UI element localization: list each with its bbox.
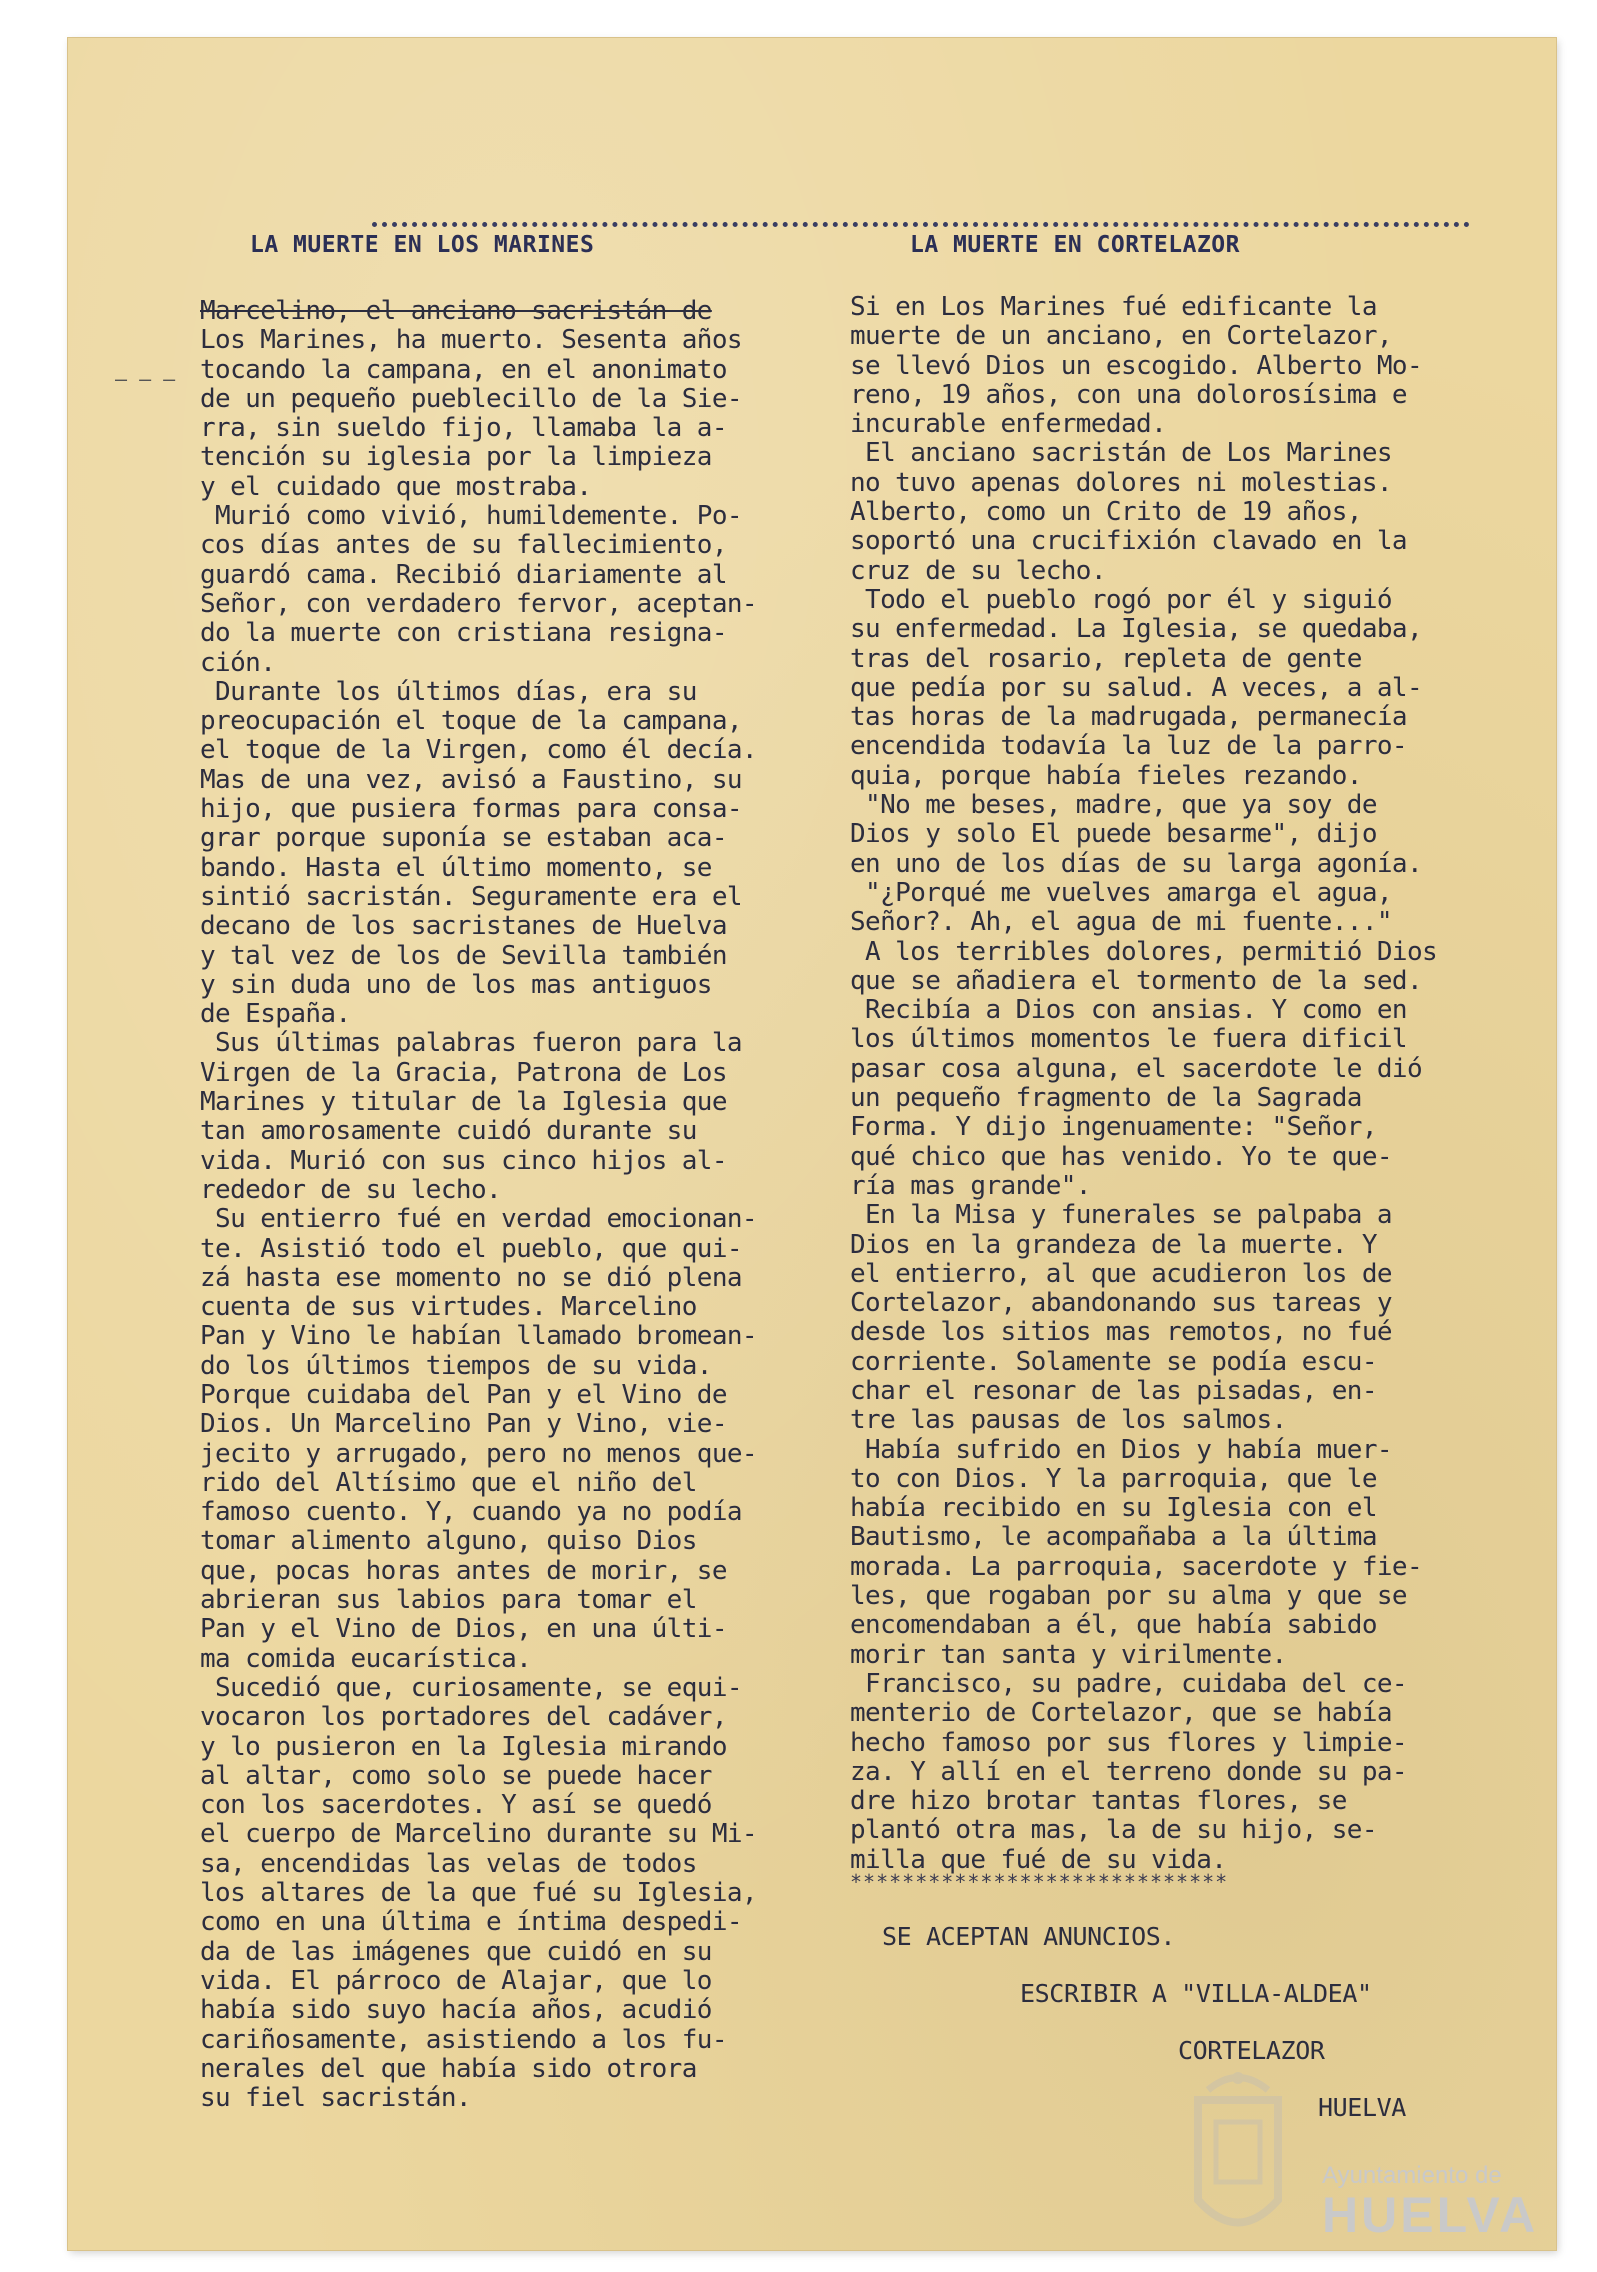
left-heading: LA MUERTE EN LOS MARINES	[250, 232, 595, 258]
text-line: de un pequeño pueblecillo de la Sie-	[200, 383, 742, 414]
text-line: que pedía por su salud. A veces, a al-	[850, 672, 1423, 703]
text-line: había recibido en su Iglesia con el	[850, 1493, 1377, 1524]
ad-line-2: ESCRIBIR A "VILLA-ALDEA"	[1020, 1979, 1372, 2008]
right-column-text	[850, 293, 1500, 1875]
text-line: el entierro, al que acudieron los de	[850, 1258, 1392, 1289]
text-line: encendida todavía la luz de la parro-	[850, 731, 1407, 762]
text-line: Había sufrido en Dios y había muer-	[850, 1434, 1392, 1465]
text-line: hecho famoso por sus flores y limpie-	[850, 1727, 1407, 1758]
text-line: vida. Murió con sus cinco hijos al-	[200, 1145, 727, 1176]
text-line: milla que fué de su vida.	[850, 1844, 1227, 1875]
ad-line-1: SE ACEPTAN ANUNCIOS.	[882, 1922, 1176, 1951]
text-line: menterio de Cortelazor, que se había	[850, 1698, 1392, 1729]
text-line: Durante los últimos días, era su	[200, 676, 697, 707]
text-line: tan amorosamente cuidó durante su	[200, 1116, 697, 1147]
text-line: pasar cosa alguna, el sacerdote le dió	[850, 1053, 1423, 1084]
text-line: incurable enfermedad.	[850, 409, 1167, 440]
text-line: Virgen de la Gracia, Patrona de Los	[200, 1057, 727, 1088]
text-line: cuenta de sus virtudes. Marcelino	[200, 1292, 697, 1323]
text-line: vida. El párroco de Alajar, que lo	[200, 1965, 712, 1996]
text-line: y tal vez de los de Sevilla también	[200, 940, 727, 971]
text-line: famoso cuento. Y, cuando ya no podía	[200, 1497, 742, 1528]
text-line: los últimos momentos le fuera dificil	[850, 1024, 1407, 1055]
text-line: Dios en la grandeza de la muerte. Y	[850, 1229, 1377, 1260]
text-line: sintió sacristán. Seguramente era el	[200, 881, 742, 912]
text-line: Marines y titular de la Iglesia que	[200, 1087, 727, 1118]
text-line: zá hasta ese momento no se dió plena	[200, 1262, 742, 1293]
text-line: Francisco, su padre, cuidaba del ce-	[850, 1668, 1407, 1699]
text-line: un pequeño fragmento de la Sagrada	[850, 1083, 1362, 1114]
text-line: muerte de un anciano, en Cortelazor,	[850, 321, 1392, 352]
text-line: Pan y Vino le habían llamado bromean-	[200, 1321, 757, 1352]
ad-line-4: HUELVA	[1318, 2093, 1406, 2122]
text-line: su fiel sacristán.	[200, 2083, 471, 2114]
ad-line-3: CORTELAZOR	[1178, 2036, 1325, 2065]
text-line: se llevó Dios un escogido. Alberto Mo-	[850, 350, 1423, 381]
watermark-title: HUELVA	[1322, 2187, 1539, 2243]
text-line: A los terribles dolores, permitió Dios	[850, 936, 1438, 967]
text-line: cruz de su lecho.	[850, 555, 1106, 586]
text-line: y lo pusieron en la Iglesia mirando	[200, 1731, 727, 1762]
text-line: guardó cama. Recibió diariamente al	[200, 559, 727, 590]
text-line: "No me beses, madre, que ya soy de	[850, 790, 1377, 821]
text-line: abrieran sus labios para tomar el	[200, 1585, 697, 1616]
text-line: grar porque suponía se estaban aca-	[200, 823, 727, 854]
text-line: en uno de los días de su larga agonía.	[850, 848, 1423, 879]
text-line: Cortelazor, abandonando sus tareas y	[850, 1288, 1392, 1319]
text-line: y sin duda uno de los mas antiguos	[200, 969, 712, 1000]
text-line: había sido suyo hacía años, acudió	[200, 1995, 712, 2026]
text-line: Todo el pueblo rogó por él y siguió	[850, 584, 1392, 615]
text-line: tención su iglesia por la limpieza	[200, 442, 712, 473]
text-line: cos días antes de su fallecimiento,	[200, 530, 727, 561]
text-line: vocaron los portadores del cadáver,	[200, 1702, 727, 1733]
text-line: Alberto, como un Crito de 19 años,	[850, 497, 1362, 528]
text-line: Murió como vivió, humildemente. Po-	[200, 501, 742, 532]
watermark-caption: Ayuntamiento de	[1322, 2162, 1502, 2189]
left-column-text	[200, 297, 845, 2113]
text-line: no tuvo apenas dolores ni molestias.	[850, 467, 1392, 498]
text-line: Los Marines, ha muerto. Sesenta años	[200, 325, 742, 356]
text-line: que se añadiera el tormento de la sed.	[850, 965, 1423, 996]
text-line: rededor de su lecho.	[200, 1174, 502, 1205]
text-line: y el cuidado que mostraba.	[200, 471, 592, 502]
text-line: desde los sitios mas remotos, no fué	[850, 1317, 1392, 1348]
text-line: su enfermedad. La Iglesia, se quedaba,	[850, 614, 1423, 645]
text-line: Marcelino, el anciano sacristán de	[200, 296, 712, 326]
text-line: les, que rogaban por su alma y que se	[850, 1581, 1407, 1612]
text-line: morir tan santa y virilmente.	[850, 1639, 1287, 1670]
text-line: decano de los sacristanes de Huelva	[200, 911, 727, 942]
text-line: cariñosamente, asistiendo a los fu-	[200, 2024, 727, 2055]
text-line: dre hizo brotar tantas flores, se	[850, 1786, 1347, 1817]
text-line: Sus últimas palabras fueron para la	[200, 1028, 742, 1059]
text-line: rido del Altísimo que el niño del	[200, 1467, 697, 1498]
text-line: te. Asistió todo el pueblo, que qui-	[200, 1233, 742, 1264]
text-line: de España.	[200, 999, 351, 1030]
text-line: encomendaban a él, que había sabido	[850, 1610, 1377, 1641]
text-line: como en una última e íntima despedi-	[200, 1907, 742, 1938]
municipal-seal-icon	[1178, 2060, 1298, 2250]
text-line: to con Dios. Y la parroquia, que le	[850, 1463, 1377, 1494]
text-line: los altares de la que fué su Iglesia,	[200, 1878, 757, 1909]
text-line: rra, sin sueldo fijo, llamaba la a-	[200, 413, 727, 444]
text-line: Dios. Un Marcelino Pan y Vino, vie-	[200, 1409, 727, 1440]
text-line: qué chico que has venido. Yo te que-	[850, 1141, 1392, 1172]
text-line: preocupación el toque de la campana,	[200, 706, 742, 737]
text-line: Señor?. Ah, el agua de mi fuente..."	[850, 907, 1392, 938]
text-line: da de las imágenes que cuidó en su	[200, 1936, 712, 1967]
text-line: ma comida eucarística.	[200, 1643, 532, 1674]
text-line: corriente. Solamente se podía escu-	[850, 1346, 1377, 1377]
text-line: tomar alimento alguno, quiso Dios	[200, 1526, 697, 1557]
text-line: Forma. Y dijo ingenuamente: "Señor,	[850, 1112, 1377, 1143]
text-line: tas horas de la madrugada, permanecía	[850, 702, 1407, 733]
text-line: bando. Hasta el último momento, se	[200, 852, 712, 883]
text-line: con los sacerdotes. Y así se quedó	[200, 1790, 712, 1821]
margin-mark: — — —	[115, 367, 176, 391]
text-line: ría mas grande".	[850, 1170, 1091, 1201]
text-line: char el resonar de las pisadas, en-	[850, 1375, 1377, 1406]
text-line: Mas de una vez, avisó a Faustino, su	[200, 764, 742, 795]
text-line: reno, 19 años, con una dolorosísima e	[850, 379, 1407, 410]
text-line: Bautismo, le acompañaba a la última	[850, 1522, 1377, 1553]
text-line: Si en Los Marines fué edificante la	[850, 292, 1377, 322]
text-line: do los últimos tiempos de su vida.	[200, 1350, 712, 1381]
text-line: nerales del que había sido otrora	[200, 2053, 697, 2084]
text-line: tocando la campana, en el anonimato	[200, 354, 727, 385]
text-line: al altar, como solo se puede hacer	[200, 1760, 712, 1791]
text-line: Recibía a Dios con ansias. Y como en	[850, 995, 1407, 1026]
text-line: Señor, con verdadero fervor, aceptan-	[200, 588, 757, 619]
text-line: El anciano sacristán de Los Marines	[850, 438, 1392, 469]
text-line: soportó una crucifixión clavado en la	[850, 526, 1407, 557]
separator-stars: *****************************	[850, 1870, 1229, 1894]
text-line: Su entierro fué en verdad emocionan-	[200, 1204, 757, 1235]
text-line: En la Misa y funerales se palpaba a	[850, 1200, 1392, 1231]
text-line: hijo, que pusiera formas para consa-	[200, 794, 742, 825]
text-line: "¿Porqué me vuelves amarga el agua,	[850, 877, 1392, 908]
text-line: jecito y arrugado, pero no menos que-	[200, 1438, 757, 1469]
right-heading: LA MUERTE EN CORTELAZOR	[910, 232, 1240, 258]
text-line: ción.	[200, 647, 276, 678]
text-line: Dios y solo El puede besarme", dijo	[850, 819, 1377, 850]
text-line: Porque cuidaba del Pan y el Vino de	[200, 1379, 727, 1410]
text-line: Pan y el Vino de Dios, en una últi-	[200, 1614, 727, 1645]
text-line: plantó otra mas, la de su hijo, se-	[850, 1815, 1377, 1846]
text-line: morada. La parroquia, sacerdote y fie-	[850, 1551, 1423, 1582]
text-line: que, pocas horas antes de morir, se	[200, 1555, 727, 1586]
text-line: za. Y allí en el terreno donde su pa-	[850, 1756, 1407, 1787]
text-line: el toque de la Virgen, como él decía.	[200, 735, 757, 766]
dotted-divider	[372, 222, 1470, 227]
text-line: sa, encendidas las velas de todos	[200, 1848, 697, 1879]
text-line: tras del rosario, repleta de gente	[850, 643, 1362, 674]
text-line: el cuerpo de Marcelino durante su Mi-	[200, 1819, 757, 1850]
text-line: tre las pausas de los salmos.	[850, 1405, 1287, 1436]
text-line: Sucedió que, curiosamente, se equi-	[200, 1672, 742, 1703]
text-line: do la muerte con cristiana resigna-	[200, 618, 727, 649]
text-line: quia, porque había fieles rezando.	[850, 760, 1362, 791]
